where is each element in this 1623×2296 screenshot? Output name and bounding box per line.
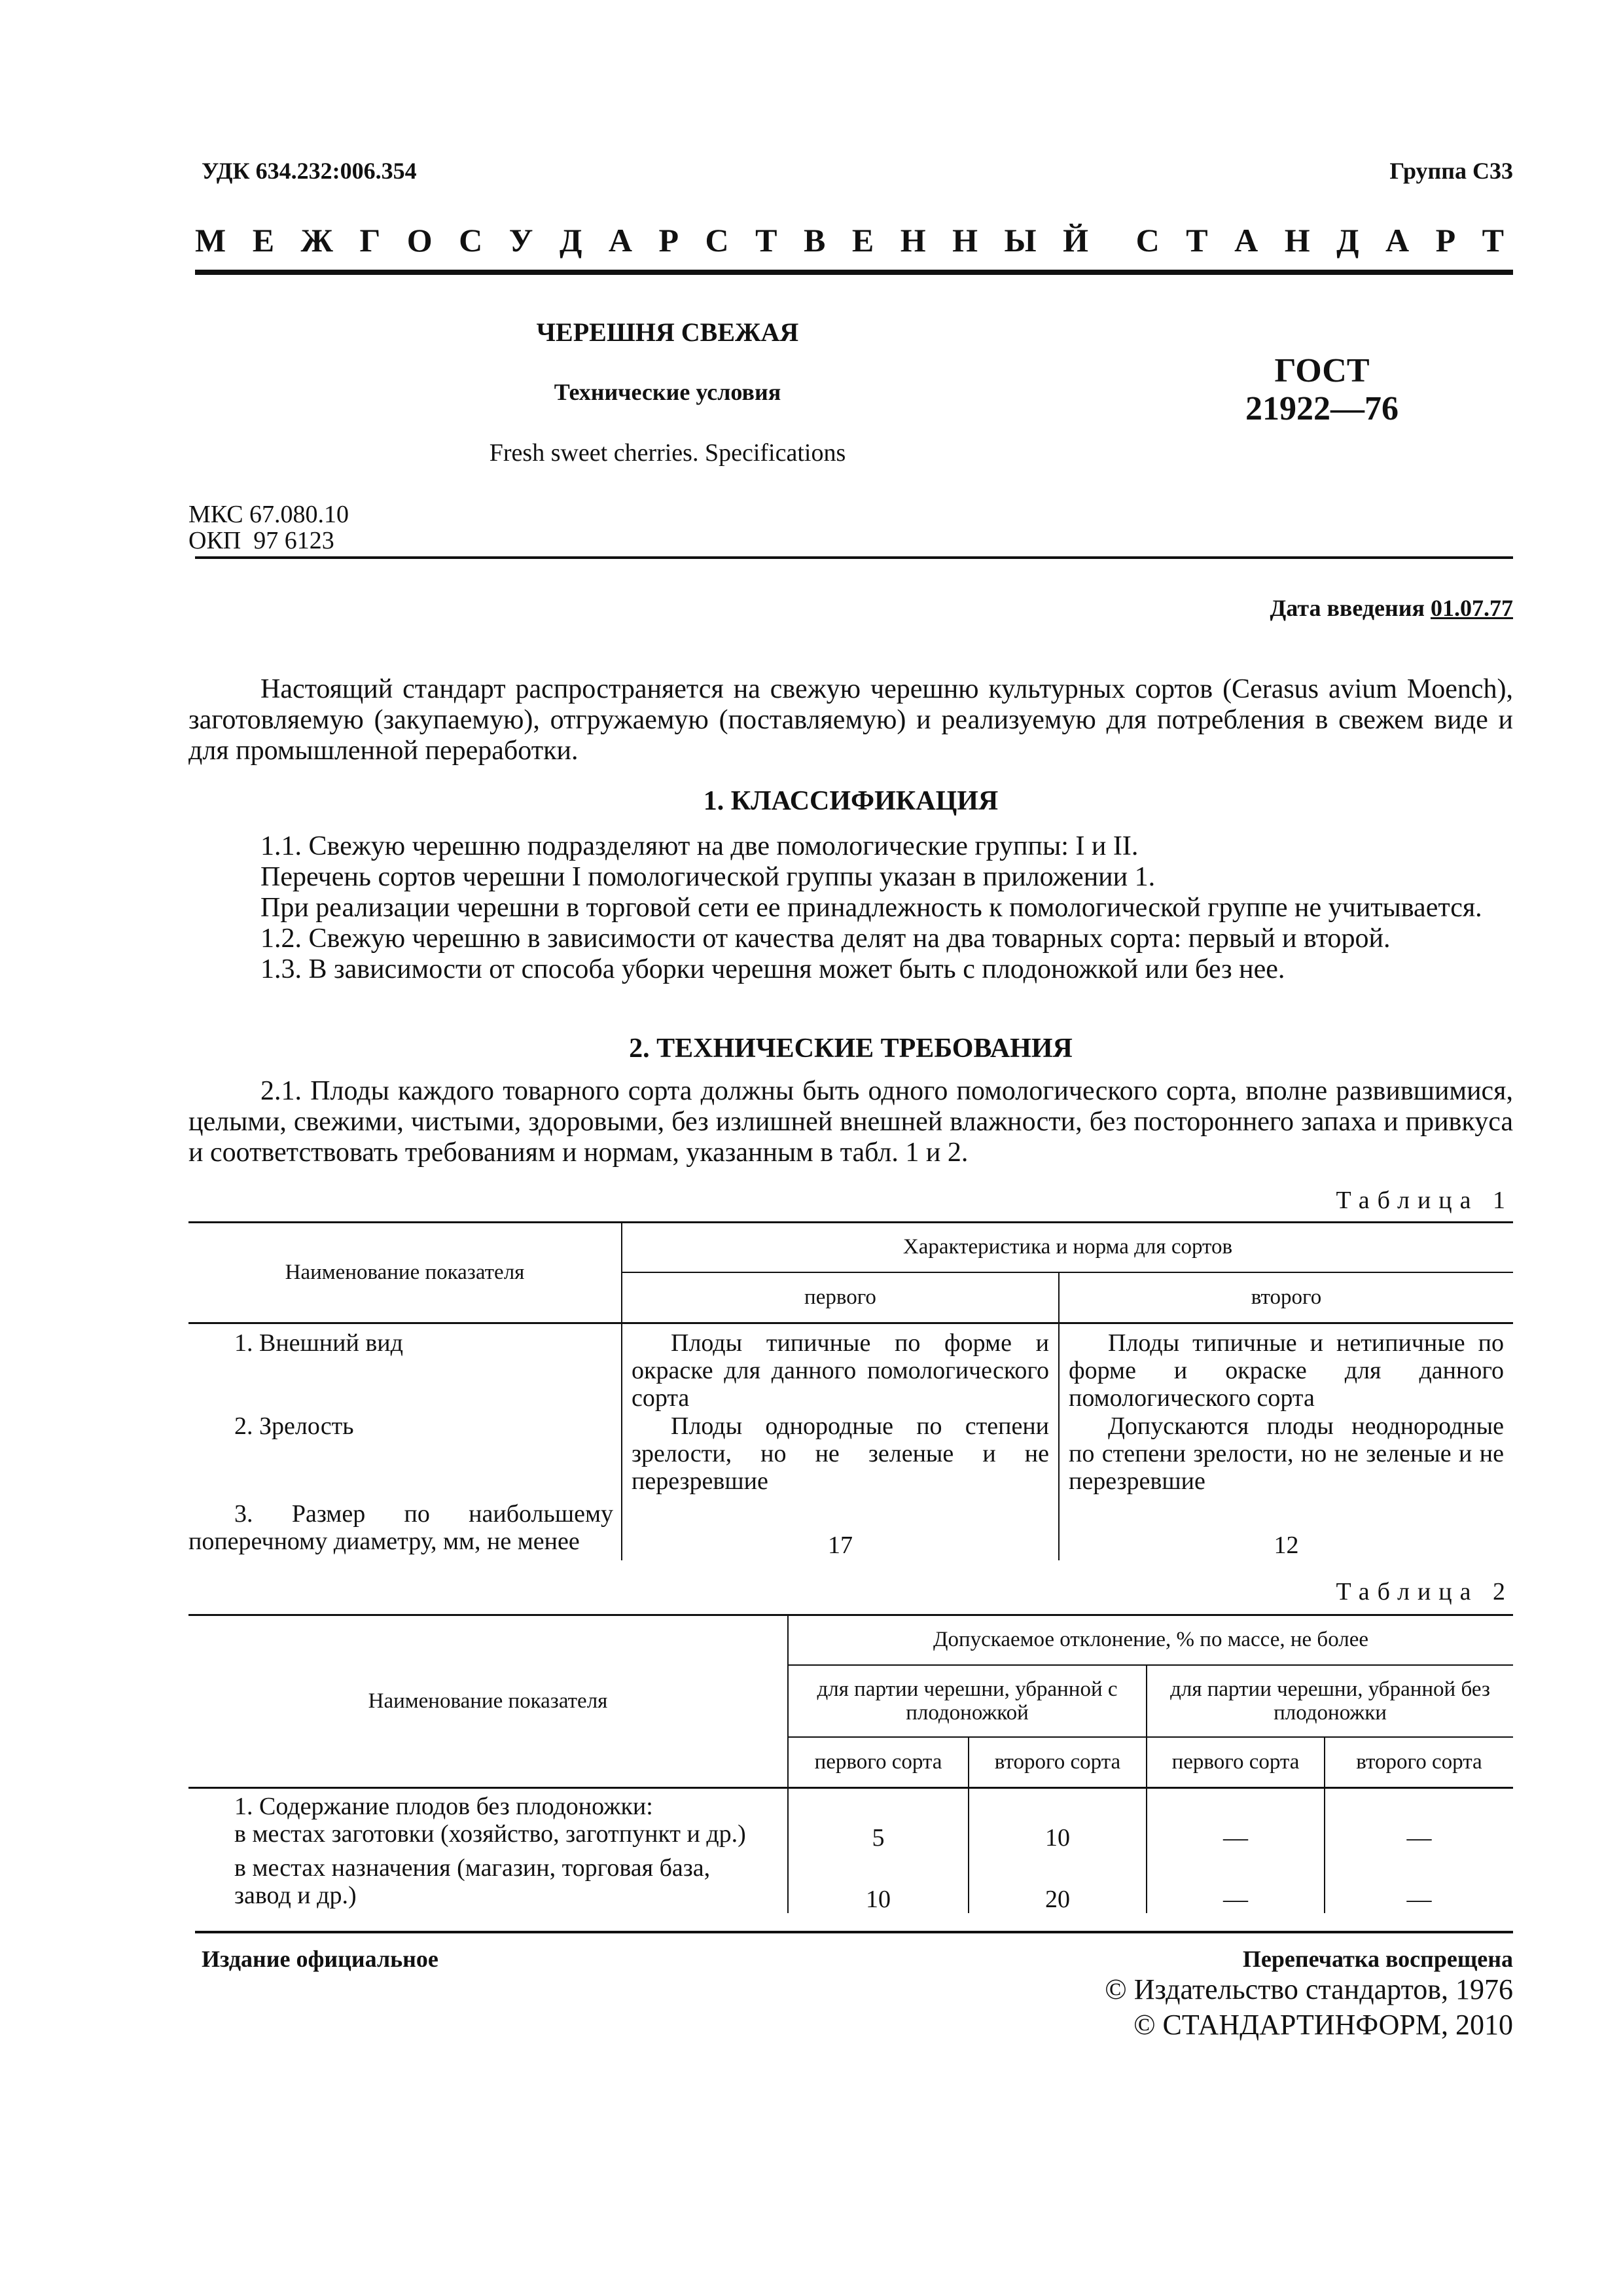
table2-header-without-stem: для партии черешни, убранной без плодоножки (1147, 1665, 1513, 1737)
intro-paragraph: Настоящий стандарт распространяется на свежую черешню культурных сортов (Cerasus avium Moench), заготовляемую (закупаемую), отгружаемую (поставляемую) и реализуемую для потребления в свежем виде и для промышленной переработки. (188, 674, 1513, 766)
table-row (188, 1323, 1513, 1412)
paragraph-2-1: 2.1. Плоды каждого товарного сорта должны быть одного помологического сорта, вполне развившимися, целыми, свежими, чистыми, здоровыми, без излишней внешней влажности, без постороннего запаха и привкуса и соответствовать требованиям и нормам, указанным в табл. 1 и 2. (188, 1076, 1513, 1168)
paragraph-1-1: 1.1. Свежую черешню подразделяют на две помологические группы: I и II. (260, 831, 1139, 861)
group-code: Группа С33 (1389, 158, 1513, 184)
document-subtitle: Технические условия (554, 379, 781, 405)
table1-row1-first: Плоды типичные по форме и окраске для данного помологического сорта (622, 1323, 1059, 1412)
section1-body (188, 831, 1513, 985)
classification-codes (188, 501, 349, 554)
table-row (188, 1788, 1513, 1821)
codes-rule (195, 556, 1513, 559)
banner-rule (195, 270, 1513, 275)
table1-row2-second: Допускаются плоды неоднородные по степени зрелости, но не зеленые и не перезревшие (1069, 1412, 1504, 1495)
table1-row3-second: 12 (1274, 1531, 1299, 1559)
okp-code: ОКП 97 6123 (188, 527, 334, 554)
table2-header-first-1: первого сорта (788, 1737, 969, 1788)
table2-row2-v3: — (1147, 1852, 1325, 1913)
reprint-notice: Перепечатка воспрещена (1242, 1946, 1513, 1972)
copyright-2010: © СТАНДАРТИНФОРМ, 2010 (1133, 2009, 1513, 2041)
table-row (188, 1820, 1513, 1852)
gost-code: 21922—76 (1245, 390, 1399, 427)
table1-row1-second: Плоды типичные и нетипичные по форме и окраске для данного помологического сорта (1069, 1329, 1504, 1412)
table2-header-with-stem: для партии черешни, убранной с плодоножкой (788, 1665, 1147, 1737)
date-value: 01.07.77 (1431, 595, 1513, 621)
standard-banner (195, 221, 1513, 259)
document-title: ЧЕРЕШНЯ СВЕЖАЯ (536, 317, 799, 347)
document-english-title: Fresh sweet cherries. Specifications (489, 439, 846, 467)
paragraph-1-1c: При реализации черешни в торговой сети ее принадлежность к помологической группе не учитывается. (260, 893, 1482, 923)
table2-header-second-2: второго сорта (1325, 1737, 1513, 1788)
table1 (188, 1221, 1513, 1560)
table2-header-second-1: второго сорта (969, 1737, 1147, 1788)
table2-row1-v3: — (1147, 1820, 1325, 1852)
table2-header-first-2: первого сорта (1147, 1737, 1325, 1788)
table2-row2-v2: 20 (969, 1852, 1147, 1913)
table1-row3-name: 3. Размер по наибольшему поперечному диаметру, мм, не менее (188, 1500, 622, 1560)
table2-row1-v4: — (1406, 1824, 1432, 1852)
table1-row1-name: 1. Внешний вид (188, 1323, 622, 1412)
table2-row1-v2: 10 (969, 1820, 1147, 1852)
table2-caption: Таблица 2 (1336, 1578, 1513, 1605)
paragraph-1-1b: Перечень сортов черешни I помологической группы указан в приложении 1. (260, 862, 1156, 892)
table2-row1-v1: 5 (788, 1820, 969, 1852)
banner-word-interstate: М Е Ж Г О С У Д А Р С Т В Е Н Н Ы Й (195, 222, 1097, 259)
udk-code: УДК 634.232:006.354 (202, 158, 417, 184)
table1-row2-name: 2. Зрелость (188, 1412, 622, 1500)
table2-row1-name: в местах заготовки (хозяйство, заготпункт и др.) (188, 1820, 788, 1852)
table-row (188, 1500, 1513, 1560)
section2-heading: 2. ТЕХНИЧЕСКИЕ ТРЕБОВАНИЯ (629, 1033, 1073, 1064)
date-label: Дата введения (1270, 595, 1425, 621)
table2-row2-v4: — (1406, 1886, 1432, 1913)
table1-header-group: Характеристика и норма для сортов (622, 1223, 1513, 1272)
table1-header-name: Наименование показателя (188, 1223, 622, 1323)
official-edition: Издание официальное (202, 1946, 438, 1972)
table-row (188, 1852, 1513, 1913)
table2-header-name: Наименование показателя (188, 1615, 788, 1788)
mks-code: МКС 67.080.10 (188, 501, 349, 528)
copyright-1976: © Издательство стандартов, 1976 (1105, 1973, 1513, 2005)
paragraph-1-3: 1.3. В зависимости от способа уборки черешня может быть с плодоножкой или без нее. (260, 954, 1285, 984)
banner-word-standard: С Т А Н Д А Р Т (1135, 222, 1513, 259)
introduction-date (1270, 594, 1514, 622)
table-row (188, 1412, 1513, 1500)
table1-row2-first: Плоды однородные по степени зрелости, но не зеленые и не перезревшие (622, 1412, 1059, 1500)
footer-rule (195, 1931, 1513, 1933)
gost-label: ГОСТ (1274, 352, 1370, 389)
table1-row3-first: 17 (622, 1500, 1059, 1560)
table2-header-group: Допускаемое отклонение, % по массе, не более (788, 1615, 1513, 1665)
table2-row2-v1: 10 (788, 1852, 969, 1913)
table2-row-title: 1. Содержание плодов без плодоножки: (188, 1788, 788, 1821)
paragraph-1-2: 1.2. Свежую черешню в зависимости от качества делят на два товарных сорта: первый и второй. (260, 924, 1391, 954)
table1-caption: Таблица 1 (1336, 1187, 1513, 1214)
table1-header-second: второго (1059, 1272, 1513, 1323)
section1-heading: 1. КЛАССИФИКАЦИЯ (703, 786, 999, 816)
table1-header-first: первого (622, 1272, 1059, 1323)
table2 (188, 1614, 1513, 1913)
gost-number (1217, 352, 1427, 428)
table2-row2-name: в местах назначения (магазин, торговая база, завод и др.) (188, 1852, 788, 1913)
